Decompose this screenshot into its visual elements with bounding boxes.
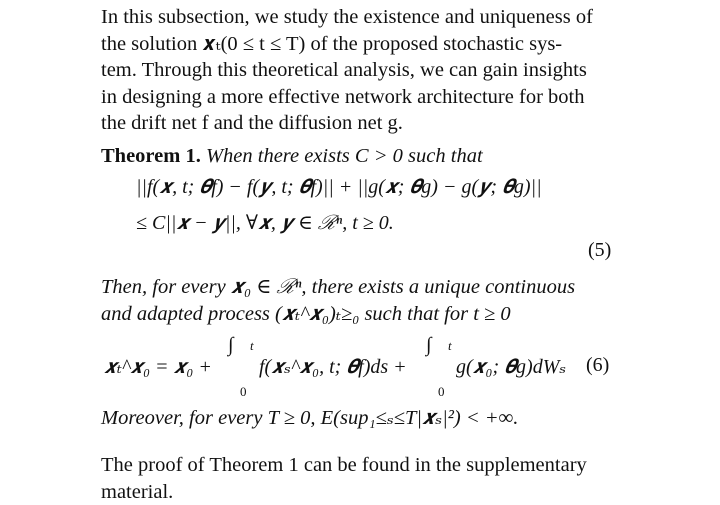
equation-6-number: (6)	[586, 354, 609, 377]
integral-sign-2: ∫	[426, 334, 431, 357]
intro-line: the solution 𝒙ₜ(0 ≤ t ≤ T) of the proposed stochastic sys-	[101, 31, 621, 58]
equation-6-integrand-2: g(𝒙₀; 𝜽g)dWₛ	[456, 354, 566, 379]
theorem-statement: When there exists C > 0 such that	[206, 145, 483, 167]
intro-line: tem. Through this theoretical analysis, we can gain insights	[101, 57, 621, 84]
theorem-label: Theorem 1.	[101, 145, 201, 167]
integral-2-upper-limit: t	[448, 338, 452, 354]
proof-line: material.	[101, 479, 621, 505]
equation-6-integrand-1: f(𝒙ₛ^𝒙₀, t; 𝜽f)ds +	[259, 354, 407, 379]
theorem-conclusion	[101, 274, 621, 327]
equation-6	[104, 340, 624, 410]
integral-2-lower-limit: 0	[438, 384, 445, 400]
intro-line: In this subsection, we study the existence and uniqueness of	[101, 4, 621, 31]
equation-5-line-1: ||f(𝒙, t; 𝜽f) − f(𝒚, t; 𝜽f)|| + ||g(𝒙; 𝜽g) − g(𝒚; 𝜽g)||	[136, 176, 542, 199]
intro-line: the drift net f and the diffusion net g.	[101, 110, 621, 137]
equation-5-line-2: ≤ C||𝒙 − 𝒚||, ∀𝒙, 𝒚 ∈ ℛⁿ, t ≥ 0.	[136, 210, 394, 235]
equation-6-lhs: 𝒙ₜ^𝒙₀ = 𝒙₀ +	[104, 354, 212, 379]
proof-line: The proof of Theorem 1 can be found in the supplementary	[101, 452, 621, 479]
integral-sign-1: ∫	[228, 334, 233, 357]
integral-1-lower-limit: 0	[240, 384, 247, 400]
intro-paragraph	[101, 4, 621, 137]
theorem-conclusion-line: Then, for every 𝒙₀ ∈ ℛⁿ, there exists a unique continuous	[101, 274, 621, 301]
proof-paragraph	[101, 452, 621, 505]
integral-1-upper-limit: t	[250, 338, 254, 354]
intro-line: in designing a more effective network architecture for both	[101, 84, 621, 111]
theorem-moreover: Moreover, for every T ≥ 0, E(sup₁≤ₛ≤T|𝒙ₛ|²) < +∞.	[101, 405, 621, 432]
theorem-conclusion-line: and adapted process (𝒙ₜ^𝒙₀)ₜ≥₀ such that for t ≥ 0	[101, 301, 621, 328]
theorem-heading	[101, 143, 621, 170]
equation-5-number: (5)	[588, 239, 611, 262]
